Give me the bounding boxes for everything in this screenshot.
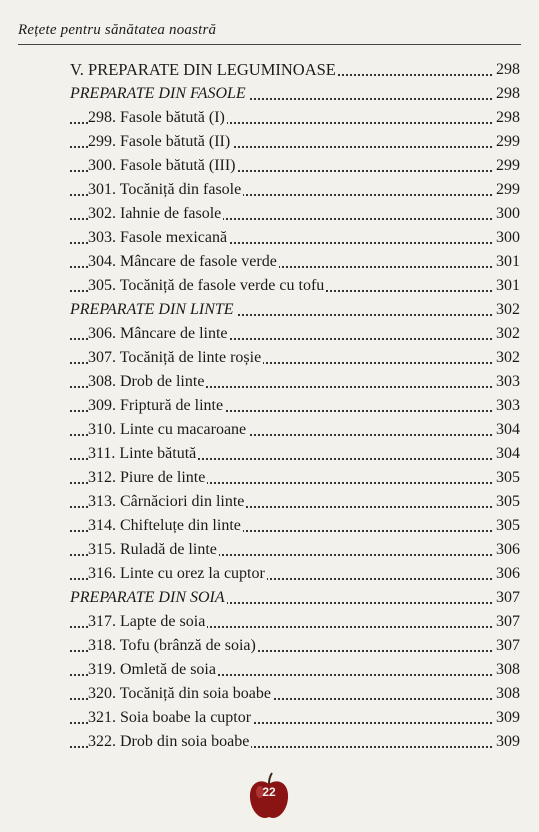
entry-page-number: 303 (493, 394, 520, 418)
entry-page-number: 299 (493, 154, 520, 178)
entry-page-number: 309 (493, 706, 520, 730)
entry-page-number: 300 (493, 226, 520, 250)
toc-entry (70, 466, 520, 490)
toc-entry (70, 730, 520, 754)
toc-entry (70, 106, 520, 130)
toc-entry (70, 274, 520, 298)
toc-entry (70, 154, 520, 178)
entry-page-number: 307 (493, 634, 520, 658)
toc-entry (70, 202, 520, 226)
toc-entry (70, 658, 520, 682)
entry-title: 310. Linte cu macaroane (88, 418, 248, 442)
toc-entry (70, 250, 520, 274)
entry-page-number: 309 (493, 730, 520, 754)
entry-page-number: 305 (493, 490, 520, 514)
entry-title: 302. Iahnie de fasole (88, 202, 223, 226)
entry-title: 301. Tocăniță din fasole (88, 178, 243, 202)
entry-title: 303. Fasole mexicană (88, 226, 229, 250)
table-of-contents (70, 58, 520, 754)
section-title: PREPARATE DIN SOIA (70, 586, 227, 610)
toc-entry (70, 490, 520, 514)
entry-title: 321. Soia boabe la cuptor (88, 706, 253, 730)
entry-title: 317. Lapte de soia (88, 610, 207, 634)
entry-title: 313. Cârnăciori din linte (88, 490, 246, 514)
entry-page-number: 308 (493, 658, 520, 682)
entry-page-number: 307 (493, 610, 520, 634)
entry-title: 304. Mâncare de fasole verde (88, 250, 279, 274)
entry-title: 298. Fasole bătută (I) (88, 106, 227, 130)
entry-page-number: 298 (493, 106, 520, 130)
entry-page-number: 304 (493, 418, 520, 442)
page-number: 22 (262, 785, 276, 799)
toc-section-heading (70, 82, 520, 106)
entry-page-number: 308 (493, 682, 520, 706)
toc-entry (70, 418, 520, 442)
entry-title: 307. Tocăniță de linte roșie (88, 346, 263, 370)
entry-title: 320. Tocăniță din soia boabe (88, 682, 273, 706)
entry-page-number: 306 (493, 562, 520, 586)
toc-section-heading (70, 586, 520, 610)
entry-title: 311. Linte bătută (88, 442, 198, 466)
running-header: Rețete pentru sănătatea noastră (18, 22, 217, 38)
toc-entry (70, 442, 520, 466)
section-page-number: 298 (493, 82, 520, 106)
toc-entry (70, 562, 520, 586)
entry-title: 309. Friptură de linte (88, 394, 225, 418)
entry-page-number: 302 (493, 346, 520, 370)
toc-entry (70, 610, 520, 634)
toc-entry (70, 514, 520, 538)
toc-entry (70, 226, 520, 250)
section-title: PREPARATE DIN LINTE (70, 298, 236, 322)
entry-title: 306. Mâncare de linte (88, 322, 230, 346)
chapter-title: V. PREPARATE DIN LEGUMINOASE (70, 58, 338, 82)
chapter-page-number: 298 (493, 58, 520, 82)
entry-title: 316. Linte cu orez la cuptor (88, 562, 267, 586)
entry-title: 305. Tocăniță de fasole verde cu tofu (88, 274, 326, 298)
entry-title: 299. Fasole bătută (II) (88, 130, 232, 154)
section-page-number: 302 (493, 298, 520, 322)
section-title: PREPARATE DIN FASOLE (70, 82, 248, 106)
toc-entry (70, 130, 520, 154)
entry-page-number: 299 (493, 130, 520, 154)
toc-entry (70, 322, 520, 346)
toc-entry (70, 178, 520, 202)
toc-entry (70, 682, 520, 706)
toc-entry (70, 370, 520, 394)
entry-page-number: 305 (493, 514, 520, 538)
entry-title: 314. Chifteluțe din linte (88, 514, 243, 538)
entry-page-number: 300 (493, 202, 520, 226)
toc-chapter-heading (70, 58, 520, 82)
entry-title: 318. Tofu (brânză de soia) (88, 634, 258, 658)
entry-page-number: 301 (493, 274, 520, 298)
entry-page-number: 302 (493, 322, 520, 346)
entry-page-number: 306 (493, 538, 520, 562)
entry-page-number: 303 (493, 370, 520, 394)
entry-title: 322. Drob din soia boabe (88, 730, 251, 754)
section-page-number: 307 (493, 586, 520, 610)
entry-page-number: 299 (493, 178, 520, 202)
toc-entry (70, 706, 520, 730)
entry-page-number: 301 (493, 250, 520, 274)
entry-page-number: 304 (493, 442, 520, 466)
entry-title: 308. Drob de linte (88, 370, 206, 394)
entry-title: 300. Fasole bătută (III) (88, 154, 238, 178)
toc-entry (70, 538, 520, 562)
apple-stem-shape (269, 773, 272, 784)
entry-page-number: 305 (493, 466, 520, 490)
entry-title: 315. Ruladă de linte (88, 538, 219, 562)
toc-entry (70, 346, 520, 370)
toc-entry (70, 394, 520, 418)
toc-entry (70, 634, 520, 658)
toc-section-heading (70, 298, 520, 322)
header-rule (18, 44, 521, 45)
entry-title: 319. Omletă de soia (88, 658, 218, 682)
entry-title: 312. Piure de linte (88, 466, 207, 490)
